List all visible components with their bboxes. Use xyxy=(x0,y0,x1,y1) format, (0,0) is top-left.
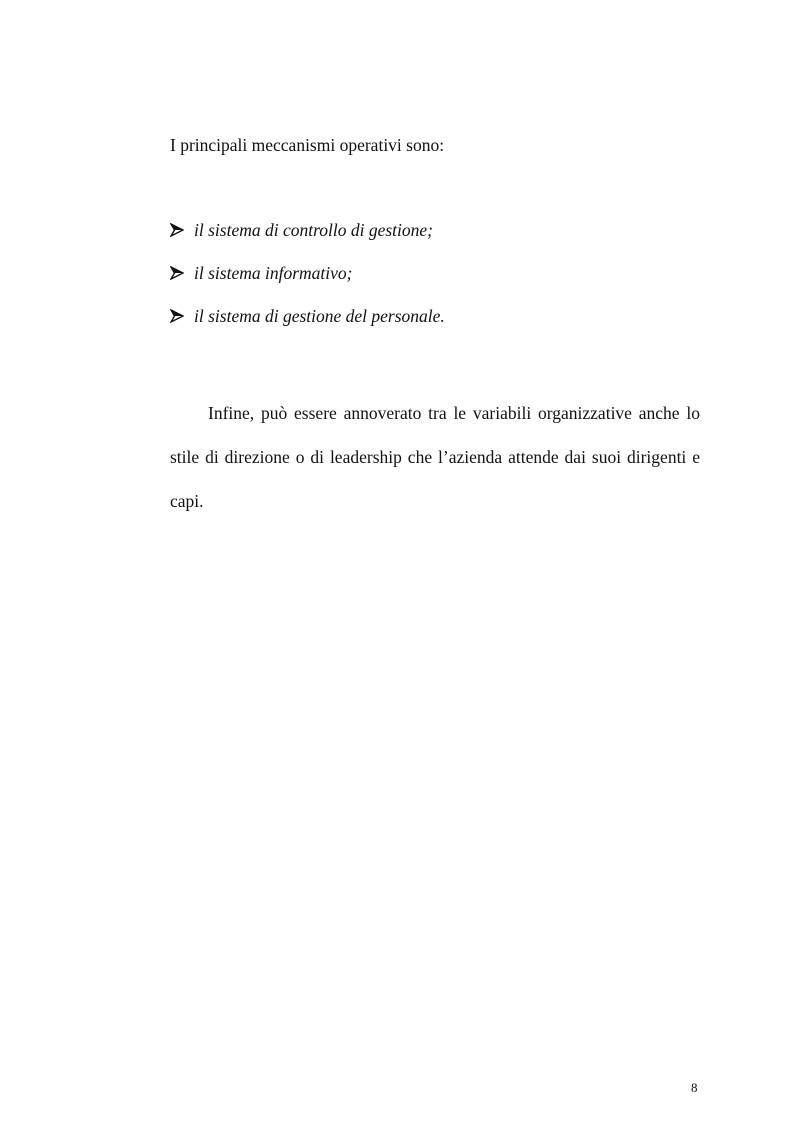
body-paragraph: Infine, può essere annoverato tra le variabili organizzative anche lo stile di direzione o di leadership che l’azienda attende dai suoi dirigenti e capi. xyxy=(170,403,700,511)
arrowhead-bullet-icon xyxy=(170,219,194,241)
list-item xyxy=(170,219,445,262)
list-item-text: il sistema informativo; xyxy=(194,263,353,283)
list-item-text: il sistema di gestione del personale. xyxy=(194,306,445,326)
list-item xyxy=(170,305,445,348)
intro-text: I principali meccanismi operativi sono: xyxy=(170,135,445,155)
list-item xyxy=(170,262,445,305)
arrowhead-bullet-icon xyxy=(170,305,194,327)
list-item-text: il sistema di controllo di gestione; xyxy=(194,220,433,240)
bullet-list xyxy=(170,219,445,348)
page-number: 8 xyxy=(691,1080,698,1095)
arrowhead-bullet-icon xyxy=(170,262,194,284)
